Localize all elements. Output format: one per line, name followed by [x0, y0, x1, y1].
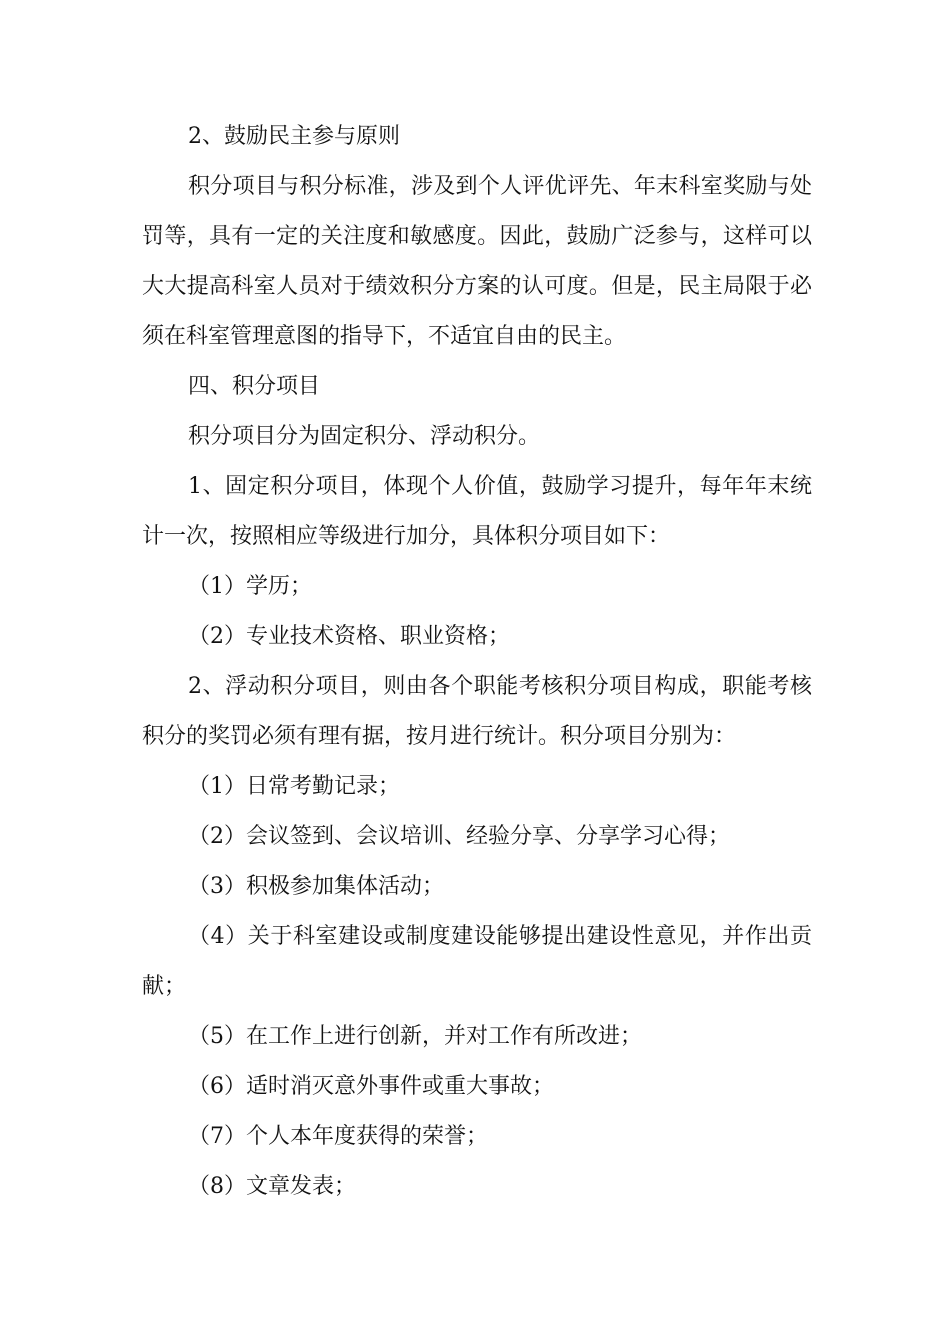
paragraph-fixed-points: 1、固定积分项目，体现个人价值，鼓励学习提升，每年年末统计一次，按照相应等级进行加分，具体积分项目如下： [142, 474, 812, 549]
list-item-publications: （8）文章发表； [188, 1174, 356, 1199]
list-item-incident-handling: （6）适时消灭意外事件或重大事故； [188, 1074, 554, 1099]
list-item-innovation: （5）在工作上进行创新，并对工作有所改进； [188, 1024, 642, 1049]
list-item-group-activities: （3）积极参加集体活动； [188, 874, 444, 899]
list-item-suggestions: （4）关于科室建设或制度建设能够提出建设性意见，并作出贡献； [142, 924, 812, 999]
document-body [142, 112, 812, 1212]
list-item-education: （1）学历； [188, 574, 312, 599]
list-item-honors: （7）个人本年度获得的荣誉； [188, 1124, 488, 1149]
paragraph-floating-points: 2、浮动积分项目，则由各个职能考核积分项目构成，职能考核积分的奖罚必须有理有据，按月进行统计。积分项目分别为： [142, 674, 812, 749]
paragraph-points-categories: 积分项目分为固定积分、浮动积分。 [188, 424, 541, 449]
subsection-heading-democratic-participation: 2、鼓励民主参与原则 [188, 124, 400, 149]
section-heading-points-items: 四、积分项目 [188, 374, 321, 399]
paragraph-democratic-participation: 积分项目与积分标准，涉及到个人评优评先、年末科室奖励与处罚等，具有一定的关注度和敏感度。因此，鼓励广泛参与，这样可以大大提高科室人员对于绩效积分方案的认可度。但是，民主局限于必须在科室管理意图的指导下，不适宜自由的民主。 [142, 174, 812, 349]
list-item-qualifications: （2）专业技术资格、职业资格； [188, 624, 510, 649]
list-item-meetings: （2）会议签到、会议培训、经验分享、分享学习心得； [188, 824, 730, 849]
list-item-attendance: （1）日常考勤记录； [188, 774, 400, 799]
